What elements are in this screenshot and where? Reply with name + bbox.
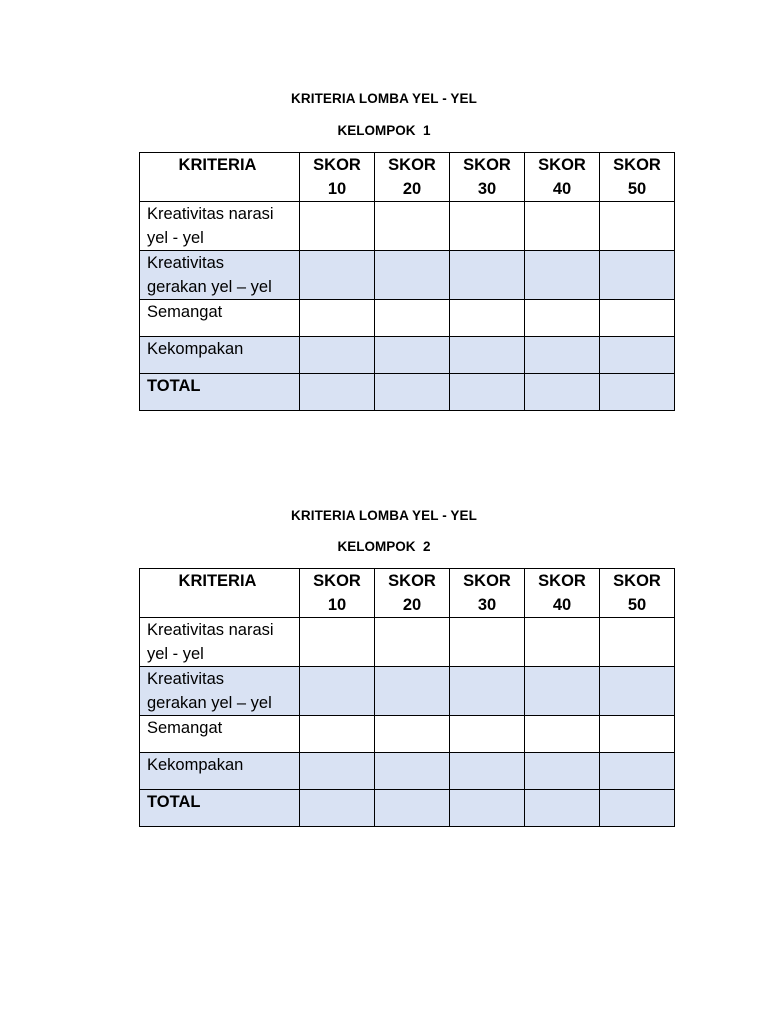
- table-row: [140, 753, 675, 790]
- table-row: [140, 251, 675, 300]
- table-row: [140, 667, 675, 716]
- header-skor-50: SKOR 50: [600, 153, 675, 202]
- score-cell: [525, 202, 600, 251]
- table-row: [140, 618, 675, 667]
- header-skor-50: SKOR 50: [600, 569, 675, 618]
- score-cell: [600, 300, 675, 337]
- score-table: [139, 152, 675, 411]
- table-row: [140, 337, 675, 374]
- score-table: [139, 568, 675, 827]
- score-cell: [450, 716, 525, 753]
- score-cell: [525, 790, 600, 827]
- criteria-cell: Kreativitas gerakan yel – yel: [140, 667, 300, 716]
- criteria-cell: Kekompakan: [140, 753, 300, 790]
- score-cell: [600, 753, 675, 790]
- total-label-cell: TOTAL: [140, 374, 300, 411]
- score-cell: [600, 790, 675, 827]
- header-skor-30: SKOR 30: [450, 569, 525, 618]
- table-row: [140, 716, 675, 753]
- table-header-row: [140, 153, 675, 202]
- section-subtitle: KELOMPOK 2: [337, 539, 431, 554]
- score-cell: [300, 618, 375, 667]
- score-cell: [600, 667, 675, 716]
- score-cell: [375, 374, 450, 411]
- score-cell: [600, 337, 675, 374]
- criteria-cell: Kekompakan: [140, 337, 300, 374]
- score-cell: [375, 251, 450, 300]
- score-cell: [525, 300, 600, 337]
- score-cell: [300, 251, 375, 300]
- score-cell: [300, 667, 375, 716]
- score-cell: [450, 202, 525, 251]
- score-cell: [600, 251, 675, 300]
- score-cell: [600, 618, 675, 667]
- score-cell: [375, 790, 450, 827]
- header-skor-30: SKOR 30: [450, 153, 525, 202]
- score-cell: [300, 202, 375, 251]
- total-label-cell: TOTAL: [140, 790, 300, 827]
- criteria-cell: Kreativitas gerakan yel – yel: [140, 251, 300, 300]
- score-cell: [600, 716, 675, 753]
- score-cell: [525, 716, 600, 753]
- score-cell: [525, 251, 600, 300]
- score-cell: [375, 337, 450, 374]
- score-cell: [525, 618, 600, 667]
- criteria-cell: Kreativitas narasi yel - yel: [140, 618, 300, 667]
- score-cell: [450, 300, 525, 337]
- score-cell: [300, 790, 375, 827]
- score-cell: [450, 790, 525, 827]
- score-cell: [375, 300, 450, 337]
- table-row: [140, 202, 675, 251]
- score-cell: [525, 753, 600, 790]
- score-cell: [300, 753, 375, 790]
- score-cell: [300, 716, 375, 753]
- header-skor-10: SKOR 10: [300, 569, 375, 618]
- header-skor-20: SKOR 20: [375, 153, 450, 202]
- table-row-total: [140, 374, 675, 411]
- header-skor-10: SKOR 10: [300, 153, 375, 202]
- criteria-cell: Kreativitas narasi yel - yel: [140, 202, 300, 251]
- table-row: [140, 300, 675, 337]
- section-title: KRITERIA LOMBA YEL - YEL: [291, 508, 477, 523]
- criteria-cell: Semangat: [140, 300, 300, 337]
- criteria-cell: Semangat: [140, 716, 300, 753]
- section-title: KRITERIA LOMBA YEL - YEL: [291, 91, 477, 106]
- score-cell: [300, 337, 375, 374]
- table-row-total: [140, 790, 675, 827]
- score-cell: [450, 374, 525, 411]
- score-cell: [600, 374, 675, 411]
- score-cell: [375, 667, 450, 716]
- header-kriteria: KRITERIA: [140, 153, 300, 202]
- score-cell: [450, 667, 525, 716]
- header-kriteria: KRITERIA: [140, 569, 300, 618]
- score-cell: [300, 374, 375, 411]
- score-cell: [375, 716, 450, 753]
- score-cell: [375, 202, 450, 251]
- score-cell: [600, 202, 675, 251]
- table-header-row: [140, 569, 675, 618]
- header-skor-20: SKOR 20: [375, 569, 450, 618]
- score-cell: [450, 251, 525, 300]
- score-cell: [300, 300, 375, 337]
- score-cell: [450, 753, 525, 790]
- score-cell: [450, 618, 525, 667]
- score-cell: [525, 337, 600, 374]
- score-cell: [525, 667, 600, 716]
- score-cell: [375, 618, 450, 667]
- section-subtitle: KELOMPOK 1: [337, 123, 431, 138]
- score-cell: [450, 337, 525, 374]
- header-skor-40: SKOR 40: [525, 569, 600, 618]
- score-cell: [375, 753, 450, 790]
- header-skor-40: SKOR 40: [525, 153, 600, 202]
- score-cell: [525, 374, 600, 411]
